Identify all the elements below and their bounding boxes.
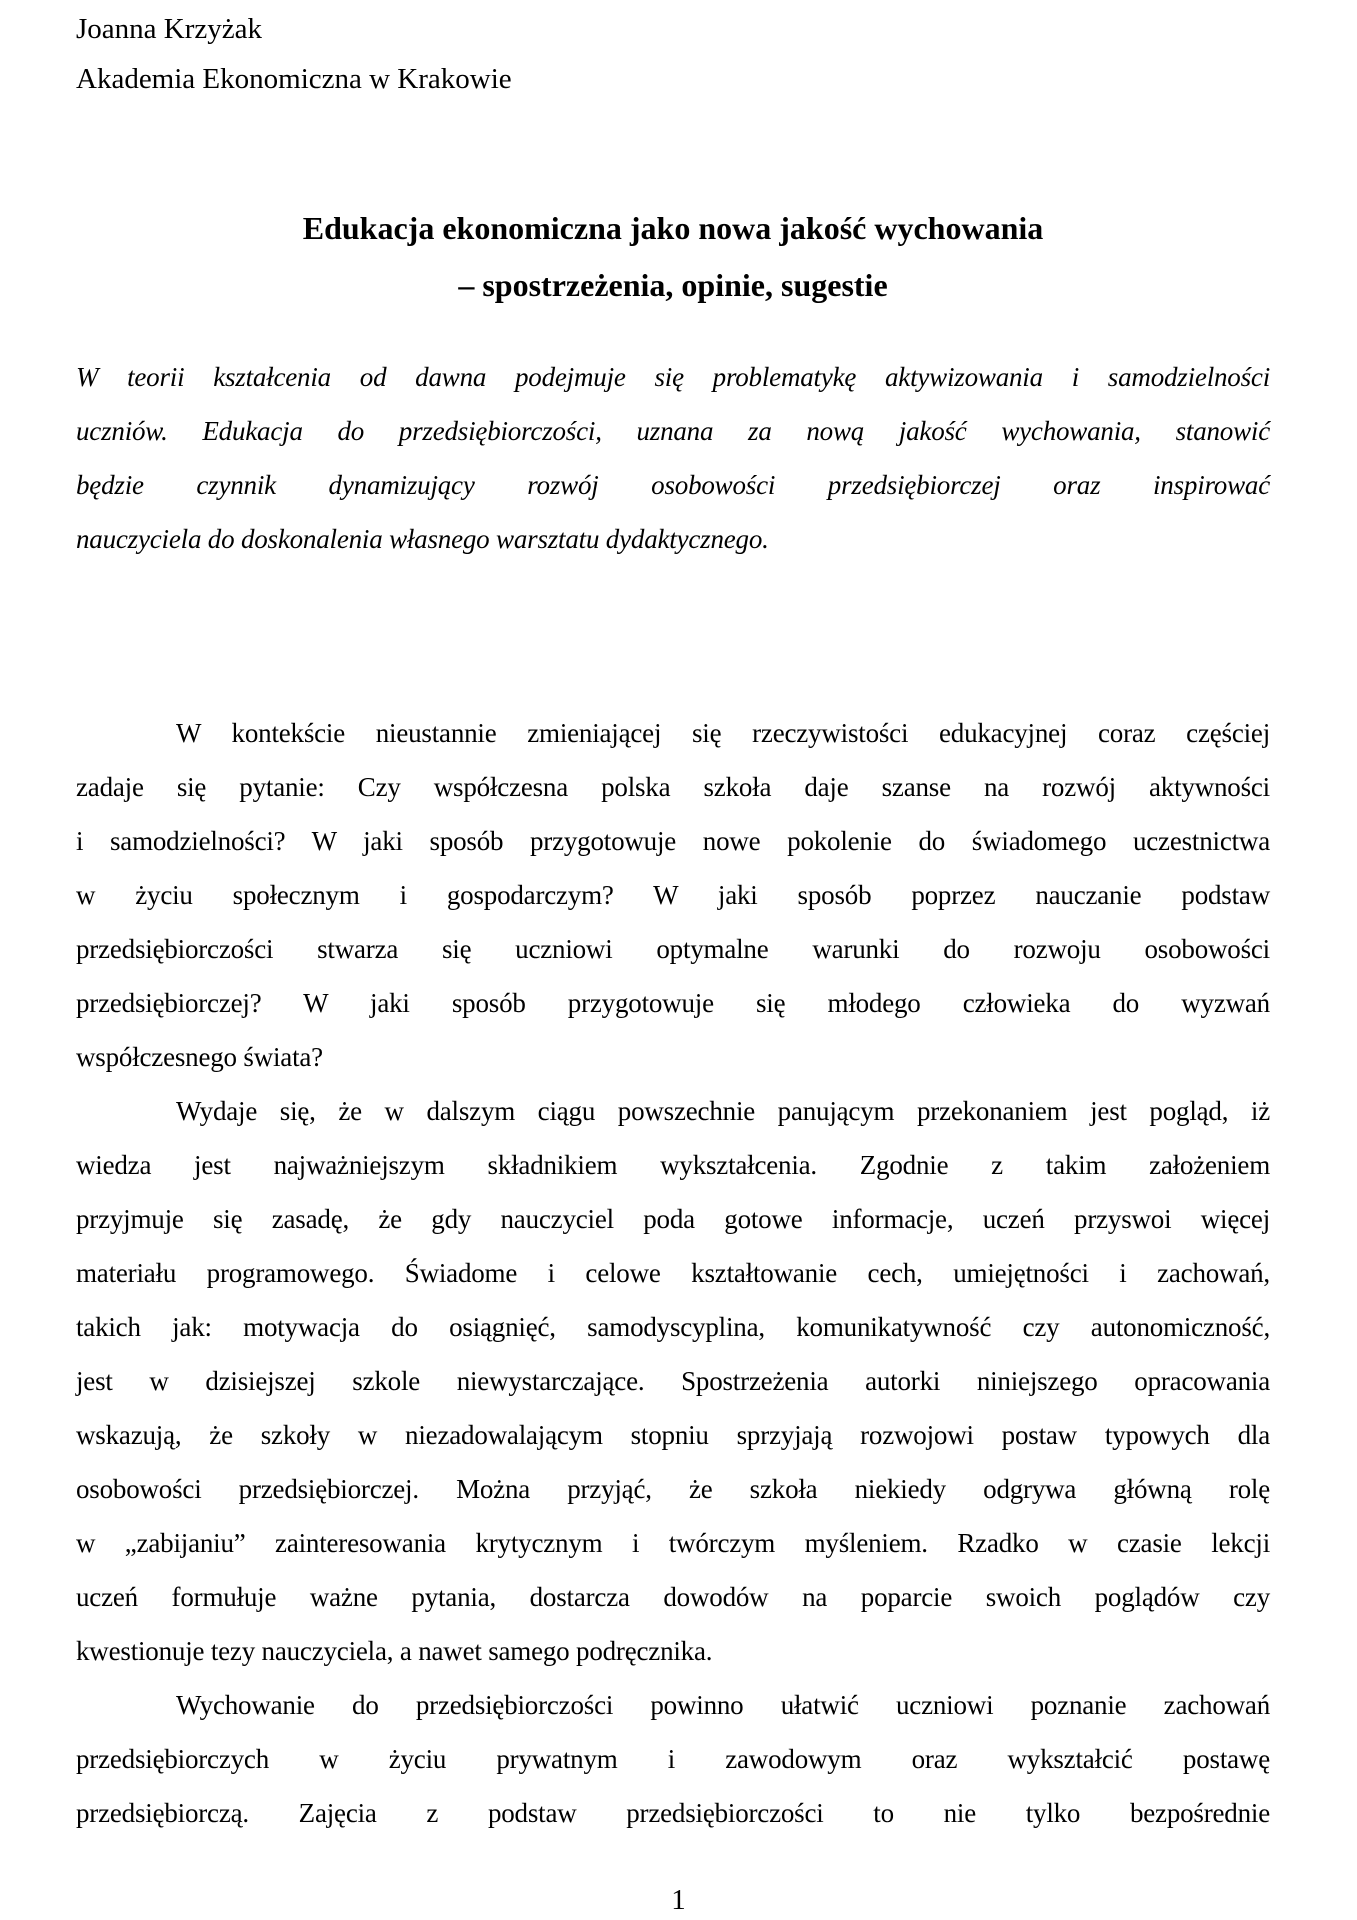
abstract-line: W teorii kształcenia od dawna podejmuje się problematykę aktywizowania i samodzielności (76, 362, 1270, 392)
body-line: przedsiębiorczych w życiu prywatnym i zawodowym oraz wykształcić postawę (76, 1744, 1270, 1774)
author-name: Joanna Krzyżak (76, 13, 262, 45)
abstract-paragraph (76, 350, 1270, 566)
body-line: osobowości przedsiębiorczej. Można przyjąć, że szkoła niekiedy odgrywa główną rolę (76, 1474, 1270, 1504)
body-line: współczesnego świata? (76, 1042, 323, 1072)
body-line: W kontekście nieustannie zmieniającej się rzeczywistości edukacyjnej coraz częściej (176, 718, 1270, 748)
body-line: materiału programowego. Świadome i celowe kształtowanie cech, umiejętności i zachowań, (76, 1258, 1270, 1288)
body-line: w „zabijaniu” zainteresowania krytycznym i twórczym myśleniem. Rzadko w czasie lekcji (76, 1528, 1270, 1558)
page-number: 1 (671, 1884, 686, 1916)
body-line: wskazują, że szkoły w niezadowalającym stopniu sprzyjają rozwojowi postaw typowych dla (76, 1420, 1270, 1450)
author-block (76, 4, 1270, 104)
body-line: i samodzielności? W jaki sposób przygotowuje nowe pokolenie do świadomego uczestnictwa (76, 826, 1270, 856)
body-line: w życiu społecznym i gospodarczym? W jaki sposób poprzez nauczanie podstaw (76, 880, 1270, 910)
body-line: jest w dzisiejszej szkole niewystarczające. Spostrzeżenia autorki niniejszego opracowania (76, 1366, 1270, 1396)
body-line: takich jak: motywacja do osiągnięć, samodyscyplina, komunikatywność czy autonomiczność, (76, 1312, 1270, 1342)
paragraph-2 (76, 1084, 1270, 1678)
body-line: wiedza jest najważniejszym składnikiem wykształcenia. Zgodnie z takim założeniem (76, 1150, 1270, 1180)
body-line: przyjmuje się zasadę, że gdy nauczyciel poda gotowe informacje, uczeń przyswoi więcej (76, 1204, 1270, 1234)
body-line: przedsiębiorczości stwarza się uczniowi optymalne warunki do rozwoju osobowości (76, 934, 1270, 964)
body-line: przedsiębiorczej? W jaki sposób przygotowuje się młodego człowieka do wyzwań (76, 988, 1270, 1018)
paragraph-1 (76, 706, 1270, 1084)
author-affiliation: Akademia Ekonomiczna w Krakowie (76, 63, 512, 95)
body-line: zadaje się pytanie: Czy współczesna polska szkoła daje szanse na rozwój aktywności (76, 772, 1270, 802)
article-title (76, 200, 1270, 314)
title-line-1: Edukacja ekonomiczna jako nowa jakość wychowania (302, 210, 1044, 246)
title-line-2: – spostrzeżenia, opinie, sugestie (458, 267, 888, 303)
abstract-line: nauczyciela do doskonalenia własnego warsztatu dydaktycznego. (76, 524, 769, 554)
abstract-line: będzie czynnik dynamizujący rozwój osobowości przedsiębiorczej oraz inspirować (76, 470, 1270, 500)
abstract-line: uczniów. Edukacja do przedsiębiorczości, uznana za nową jakość wychowania, stanowić (76, 416, 1270, 446)
paragraph-3 (76, 1678, 1270, 1840)
body-line: Wychowanie do przedsiębiorczości powinno ułatwić uczniowi poznanie zachowań (176, 1690, 1270, 1720)
body-line: przedsiębiorczą. Zajęcia z podstaw przedsiębiorczości to nie tylko bezpośrednie (76, 1798, 1270, 1828)
body-line: Wydaje się, że w dalszym ciągu powszechnie panującym przekonaniem jest pogląd, iż (176, 1096, 1270, 1126)
body-text (76, 706, 1270, 1840)
body-line: uczeń formułuje ważne pytania, dostarcza dowodów na poparcie swoich poglądów czy (76, 1582, 1270, 1612)
body-line: kwestionuje tezy nauczyciela, a nawet samego podręcznika. (76, 1636, 713, 1666)
